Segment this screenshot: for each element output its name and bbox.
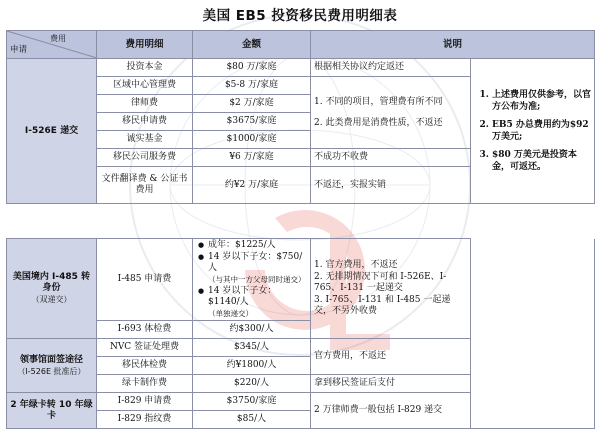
fee-amount [193, 239, 311, 321]
fee-table-lower [6, 238, 595, 429]
category-i485: 美国境内 I-485 转身份 （双递交） [7, 239, 97, 339]
side-note: 3. $80 万美元是投资本金，可返还。 [492, 149, 591, 173]
fee-amount: $1000/家庭 [193, 131, 311, 149]
fee-item: NVC 签证处理费 [97, 339, 193, 357]
list-item: ● 14 岁以下子女：$750/人 （与其中一方父母同时递交） [196, 252, 307, 285]
fee-note: 1. 官方费用，不返还 2. 无排期情况下可和 I-526E、I-765、I-131 一起递交 3. I-765、I-131 和 I-485 一起递交，不另外收费 [311, 239, 471, 339]
header-note: 说明 [311, 31, 595, 59]
fee-item: I-829 申请费 [97, 393, 193, 411]
fee-item: 律师费 [97, 95, 193, 113]
side-notes [471, 59, 595, 204]
fee-item: I-693 体检费 [97, 321, 193, 339]
fee-item: 移民公司服务费 [97, 149, 193, 167]
fee-amount: 约¥1800/人 [193, 357, 311, 375]
fee-note: 根据相关协议约定返还 [311, 59, 471, 77]
fee-amount: $220/人 [193, 375, 311, 393]
category-i526e: I-526E 递交 [7, 59, 97, 204]
fee-amount: $345/人 [193, 339, 311, 357]
fee-note: 拿到移民签证后支付 [311, 375, 471, 393]
fee-item: 区域中心管理费 [97, 77, 193, 95]
fee-note: 官方费用，不返还 [311, 339, 471, 375]
fee-amount: $80 万/家庭 [193, 59, 311, 77]
fee-item: 投资本金 [97, 59, 193, 77]
category-greencard: 2 年绿卡转 10 年绿卡 [7, 393, 97, 429]
fee-item: 移民体检费 [97, 357, 193, 375]
side-notes-continued [471, 239, 595, 429]
fee-note: 不返还，实报实销 [311, 167, 471, 204]
header-fee-label: 费用 [50, 34, 66, 43]
fee-item: 移民申请费 [97, 113, 193, 131]
fee-item: I-485 申请费 [97, 239, 193, 321]
table-header-row [7, 31, 595, 59]
list-item: ● 成年：$1225/人 [196, 240, 307, 251]
table-row [7, 239, 595, 321]
side-note: 1. 上述费用仅供参考，以官方公布为准; [492, 89, 591, 113]
fee-item: I-829 指纹费 [97, 411, 193, 429]
page-title: 美国 EB5 投资移民费用明细表 [202, 8, 398, 24]
fee-amount: $2 万/家庭 [193, 95, 311, 113]
header-diagonal-cell [7, 31, 97, 59]
fee-amount: 约¥2 万/家庭 [193, 167, 311, 204]
fee-item: 绿卡制作费 [97, 375, 193, 393]
side-note: 2. EB5 办总费用约为$92 万美元; [492, 119, 591, 143]
fee-amount: $5-8 万/家庭 [193, 77, 311, 95]
header-detail: 费用明细 [97, 31, 193, 59]
fee-amount: 约$300/人 [193, 321, 311, 339]
header-apply-label: 申请 [10, 45, 28, 55]
fee-amount: ¥6 万/家庭 [193, 149, 311, 167]
fee-note: 不成功不收费 [311, 149, 471, 167]
fee-amount: $3750/家庭 [193, 393, 311, 411]
fee-note: 2 万律师费一般包括 I-829 递交 [311, 393, 471, 429]
header-amount: 金额 [193, 31, 311, 59]
fee-amount: $85/人 [193, 411, 311, 429]
fee-amount: $3675/家庭 [193, 113, 311, 131]
fee-item: 文件翻译费 & 公证书费用 [97, 167, 193, 204]
category-consular: 领事馆面签途径 （I-526E 批准后） [7, 339, 97, 393]
fee-item: 诚实基金 [97, 131, 193, 149]
fee-table [6, 30, 595, 204]
table-row [7, 59, 595, 77]
fee-note: 1. 不同的项目，管理费有所不同 2. 此类费用是消费性质，不返还 [311, 77, 471, 149]
list-item: ● 14 岁以下子女：$1140/人 （单独递交） [196, 286, 307, 319]
